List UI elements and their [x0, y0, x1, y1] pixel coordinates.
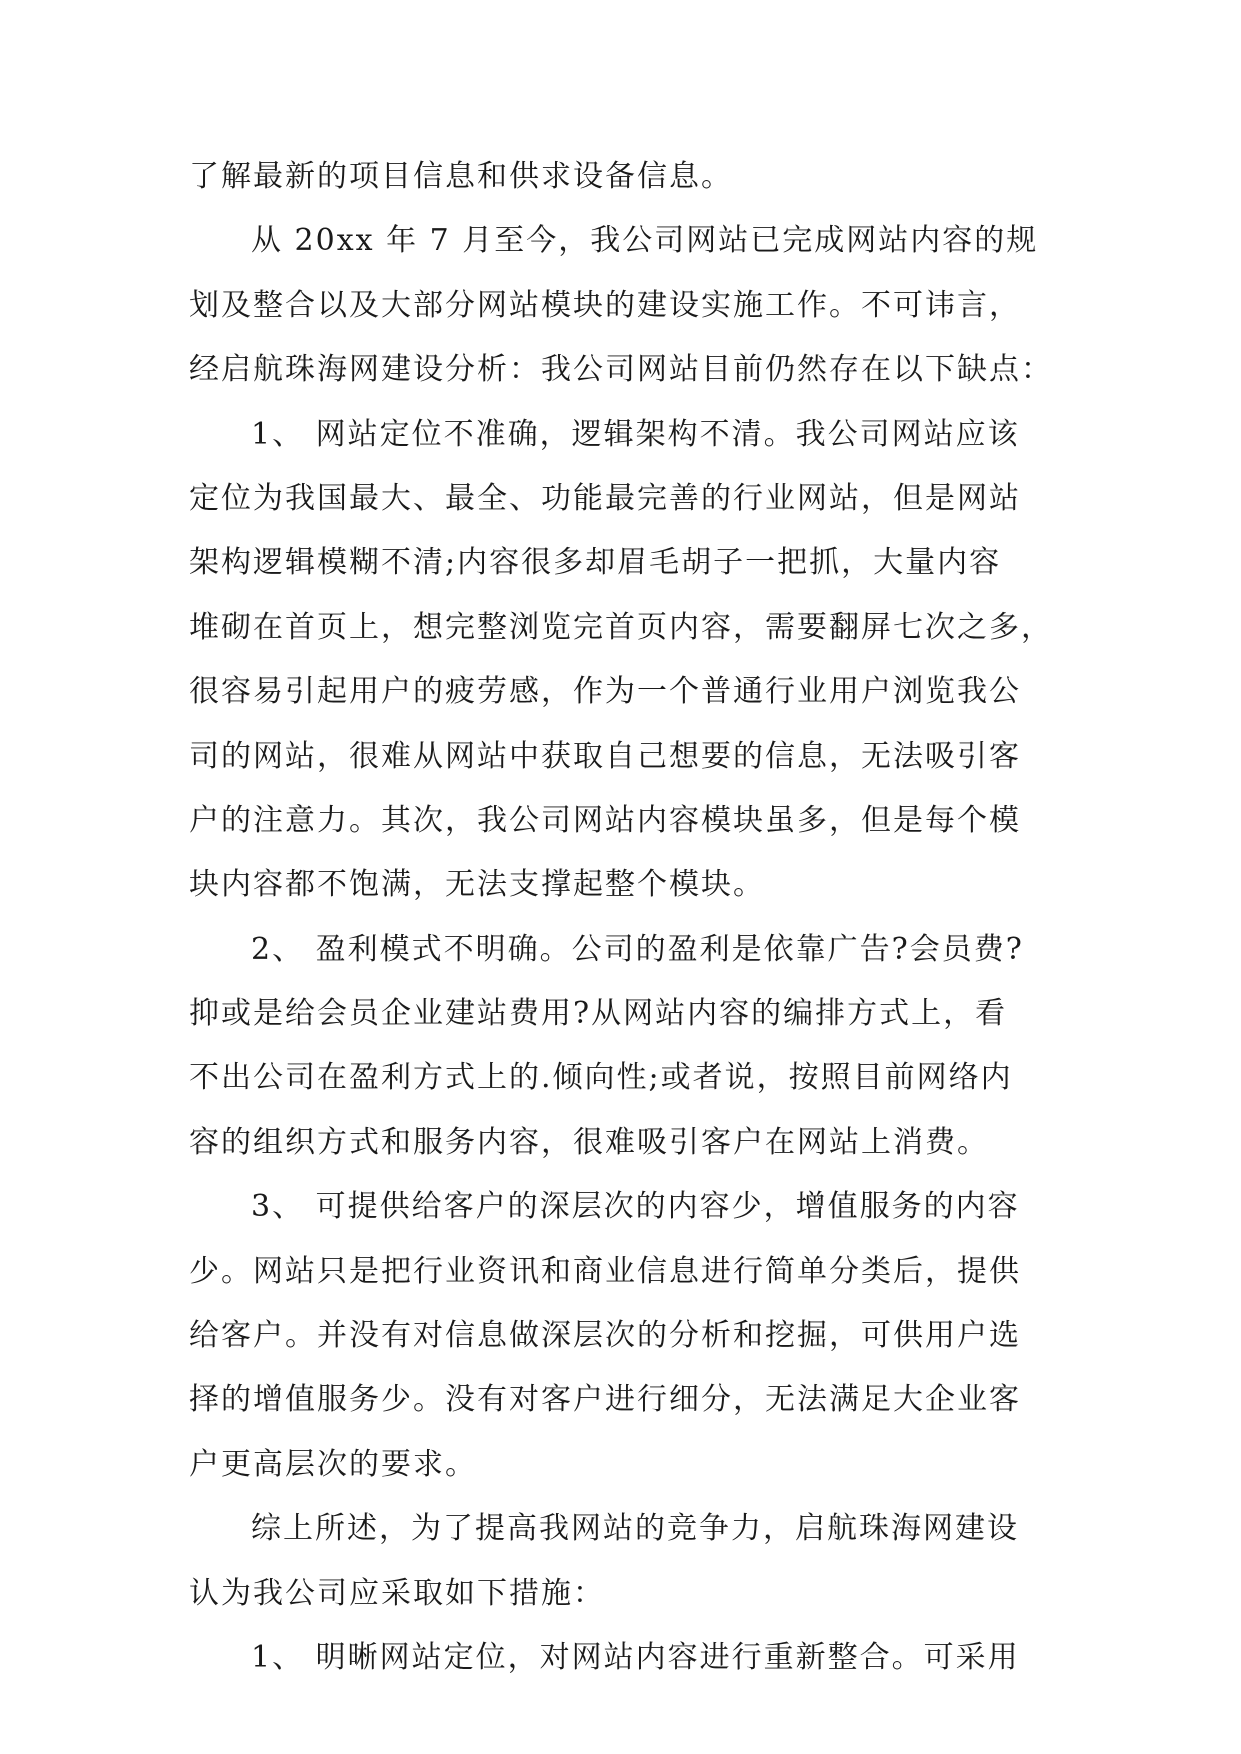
text-line: 架构逻辑模糊不清;内容很多却眉毛胡子一把抓，大量内容: [189, 545, 1002, 581]
text-line: 抑或是给会员企业建站费用?从网站内容的编排方式上，看: [189, 996, 1008, 1032]
text-line: 从 20xx 年 7 月至今，我公司网站已完成网站内容的规: [251, 223, 1039, 259]
text-line: 很容易引起用户的疲劳感，作为一个普通行业用户浏览我公: [189, 674, 1021, 710]
document-body: [189, 155, 1053, 1700]
text-line: 择的增值服务少。没有对客户进行细分，无法满足大企业客: [189, 1382, 1021, 1418]
text-line: 堆砌在首页上，想完整浏览完首页内容，需要翻屏七次之多，: [189, 609, 1053, 645]
text-line: 综上所述，为了提高我网站的竞争力，启航珠海网建设: [251, 1511, 1019, 1547]
text-line: 3、 可提供给客户的深层次的内容少，增值服务的内容: [251, 1189, 1020, 1225]
text-line: 1、 明晰网站定位，对网站内容进行重新整合。可采用: [251, 1639, 1020, 1675]
text-line: 经启航珠海网建设分析：我公司网站目前仍然存在以下缺点：: [189, 352, 1053, 388]
text-line: 定位为我国最大、最全、功能最完善的行业网站，但是网站: [189, 480, 1021, 516]
text-line: 给客户。并没有对信息做深层次的分析和挖掘，可供用户选: [189, 1318, 1021, 1354]
text-line: 司的网站，很难从网站中获取自己想要的信息，无法吸引客: [189, 738, 1021, 774]
text-line: 容的组织方式和服务内容，很难吸引客户在网站上消费。: [189, 1124, 989, 1160]
text-line: 不出公司在盈利方式上的.倾向性;或者说，按照目前网络内: [189, 1060, 1013, 1096]
text-line: 户的注意力。其次，我公司网站内容模块虽多，但是每个模: [189, 802, 1021, 838]
text-line: 块内容都不饱满，无法支撑起整个模块。: [189, 867, 765, 903]
text-line: 户更高层次的要求。: [189, 1446, 477, 1482]
text-line: 1、 网站定位不准确，逻辑架构不清。我公司网站应该: [251, 416, 1020, 452]
text-line: 少。网站只是把行业资讯和商业信息进行简单分类后，提供: [189, 1253, 1021, 1289]
text-line: 了解最新的项目信息和供求设备信息。: [189, 159, 733, 194]
text-line: 划及整合以及大部分网站模块的建设实施工作。不可讳言，: [189, 287, 1021, 323]
text-line: 认为我公司应采取如下措施：: [189, 1575, 605, 1611]
text-line: 2、 盈利模式不明确。公司的盈利是依靠广告?会员费?: [251, 931, 1024, 967]
